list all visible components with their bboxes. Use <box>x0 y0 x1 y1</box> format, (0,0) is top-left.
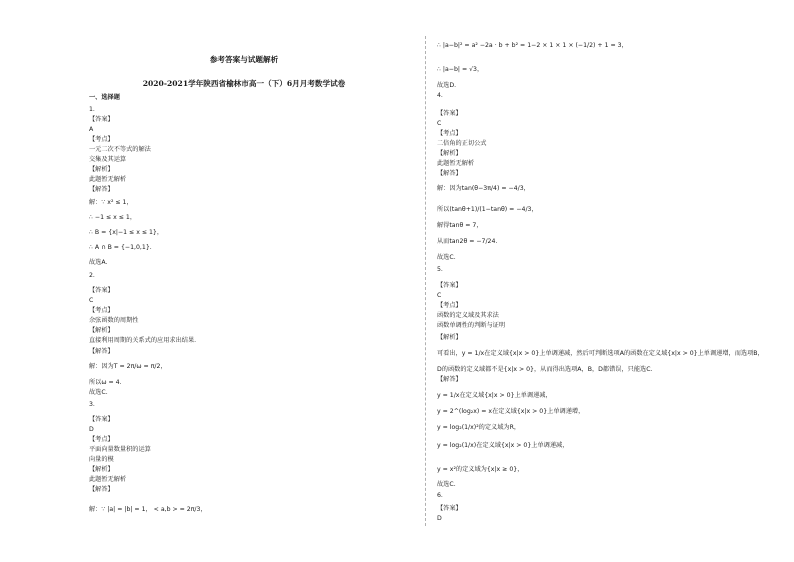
right-line: 【考点】 <box>437 302 462 309</box>
right-line: 【考点】 <box>437 130 462 137</box>
left-line: 解：∵ |a| = |b| = 1， < a,b > = 2π/3， <box>89 506 207 513</box>
right-line: 6. <box>437 492 443 499</box>
right-line: 5. <box>437 266 443 273</box>
right-line: ∴ |a−b| = √3， <box>437 66 484 73</box>
section-heading: 一、选择题 <box>89 94 120 101</box>
right-line: y = log₂(1/x)²的定义域为R， <box>437 424 521 431</box>
left-line: 【答案】 <box>89 287 114 294</box>
left-line: 此题暂无解析 <box>89 476 127 483</box>
right-line: 【解答】 <box>437 170 462 177</box>
right-line: 【答案】 <box>437 282 462 289</box>
left-line: 3. <box>89 401 95 408</box>
left-line: 2. <box>89 272 95 279</box>
right-line: 函数单调性的判断与证明 <box>437 322 506 329</box>
left-line: 所以ω = 4. <box>89 379 122 386</box>
right-line: D的函数的定义域都不是{x|x > 0}，从而得出选项A，B，D都错误，只能选C. <box>437 366 653 373</box>
left-line: 平面向量数量积的运算 <box>89 446 151 453</box>
right-line: 可看出，y = 1/x在定义域{x|x > 0}上单调递减，然后可判断选项A的函数在定义域{x|x > 0}上单调递增，而选项B， <box>437 350 764 357</box>
right-line: 故选D. <box>437 82 457 89</box>
right-line: y = 2^(log₂x) = x在定义域{x|x > 0}上单调递增， <box>437 408 585 415</box>
right-line: 【解答】 <box>437 376 462 383</box>
left-line: 直接利用周期的关系式的应用求出结果. <box>89 337 197 344</box>
left-line: 1. <box>89 106 95 113</box>
left-line: 解：因为T = 2π/ω = π/2， <box>89 363 167 370</box>
right-line: 故选C. <box>437 254 456 261</box>
right-line: D <box>437 515 442 522</box>
left-line: 【解析】 <box>89 327 114 334</box>
left-line: ∴ A ∩ B = {−1,0,1}. <box>89 244 152 251</box>
left-line: 一元二次不等式的解法 <box>89 146 151 153</box>
left-line: 【解答】 <box>89 486 114 493</box>
right-line: y = 1/x在定义域{x|x > 0}上单调递减， <box>437 392 552 399</box>
right-line: 此题暂无解析 <box>437 160 475 167</box>
left-line: 【答案】 <box>89 116 114 123</box>
left-line: 故选C. <box>89 389 108 396</box>
left-line: 【解答】 <box>89 348 114 355</box>
left-line: 余弦函数的周期性 <box>89 317 139 324</box>
left-line: 【考点】 <box>89 307 114 314</box>
right-line: 函数的定义域及其求法 <box>437 312 499 319</box>
left-line: 【考点】 <box>89 136 114 143</box>
right-line: 【解析】 <box>437 334 462 341</box>
left-line: 交集及其运算 <box>89 156 127 163</box>
right-line: 【答案】 <box>437 505 462 512</box>
right-line: 故选C. <box>437 481 456 488</box>
left-line: 故选A. <box>89 259 108 266</box>
right-line: y = x²的定义域为{x|x ≥ 0}， <box>437 466 524 473</box>
left-line: 【解答】 <box>89 186 114 193</box>
left-line: 【解析】 <box>89 166 114 173</box>
left-line: 此题暂无解析 <box>89 176 127 183</box>
left-line: 【答案】 <box>89 416 114 423</box>
right-line: 解：因为tan(θ−3π/4) = −4/3， <box>437 185 530 192</box>
right-line: 【解析】 <box>437 150 462 157</box>
right-line: y = log₂(1/x)在定义域{x|x > 0}上单调递减， <box>437 442 569 449</box>
left-line: D <box>89 426 94 433</box>
right-line: C <box>437 120 442 127</box>
right-line: 从而tan2θ = −7/24. <box>437 238 498 245</box>
right-line: 二倍角的正切公式 <box>437 140 487 147</box>
left-line: ∴ −1 ≤ x ≤ 1， <box>89 214 137 221</box>
left-line: 【考点】 <box>89 436 114 443</box>
right-line: 【答案】 <box>437 110 462 117</box>
right-line: ∴ |a−b|² = a² −2a · b + b² = 1−2 × 1 × 1 × (−1/2) + 1 = 3， <box>437 42 628 49</box>
column-divider <box>425 36 426 526</box>
left-line: 向量的模 <box>89 456 114 463</box>
left-line: C <box>89 297 94 304</box>
right-line: 所以(tanθ+1)/(1−tanθ) = −4/3， <box>437 206 538 213</box>
right-line: C <box>437 292 442 299</box>
exam-title: 2020-2021学年陕西省榆林市高一（下）6月月考数学试卷 <box>142 79 346 88</box>
left-line: ∴ B = {x|−1 ≤ x ≤ 1}， <box>89 229 164 236</box>
left-line: 【解析】 <box>89 466 114 473</box>
right-line: 4. <box>437 92 443 99</box>
left-line: A <box>89 126 94 133</box>
right-line: 解得tanθ = 7， <box>437 222 483 229</box>
doc-title: 参考答案与试题解析 <box>209 55 279 64</box>
left-line: 解：∵ x² ≤ 1， <box>89 199 133 206</box>
